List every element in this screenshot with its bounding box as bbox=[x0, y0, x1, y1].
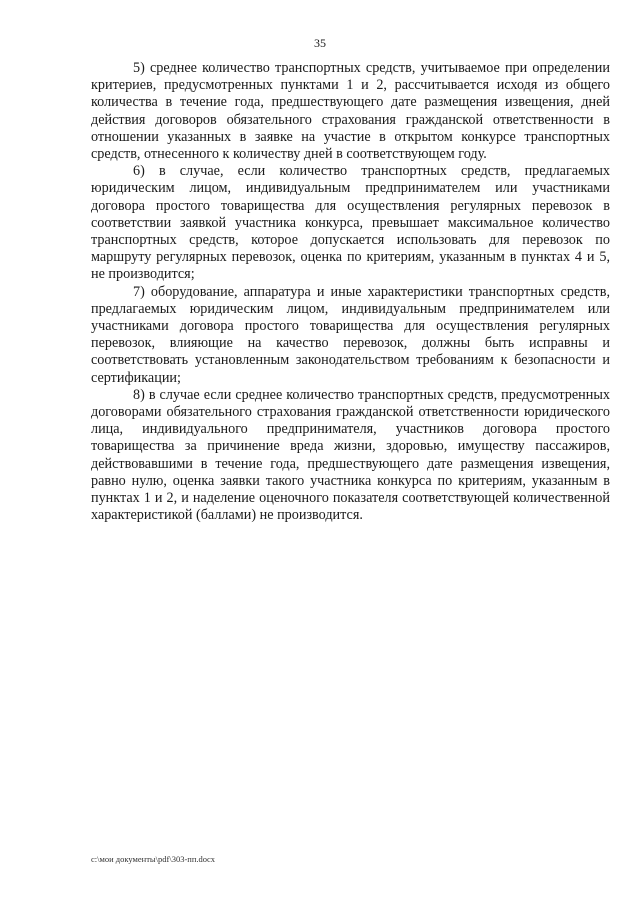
paragraph-item-8: 8) в случае если среднее количество транспортных средств, предусмотренных договорами обязательного страхования гражданской ответственности юридического лица, индивидуального предпринимателя, участников договора простого товарищества за причинение вреда жизни, здоровью, имуществу пассажиров, действовавшими в течение года, предшествующего дате размещения извещения, равно нулю, оценка заявки такого участника конкурса по критериям, указанным в пунктах 1 и 2, и наделение оценочного показателя соответствующей количественной характеристикой (баллами) не производится. bbox=[91, 386, 610, 524]
paragraph-item-6: 6) в случае, если количество транспортных средств, предлагаемых юридическим лицом, индивидуальным предпринимателем или участниками договора простого товарищества для осуществления регулярных перевозок в соответствии заявкой участника конкурса, превышает максимальное количество транспортных средств, которое допускается использовать для перевозок по маршруту регулярных перевозок, оценка по критериям, указанным в пунктах 4 и 5, не производится; bbox=[91, 163, 610, 283]
paragraph-item-5: 5) среднее количество транспортных средств, учитываемое при определении критериев, предусмотренных пунктами 1 и 2, рассчитывается исходя из общего количества в течение года, предшествующего дате размещения извещения, дней действия договоров обязательного страхования гражданской ответственности в отношении указанных в заявке на участие в открытом конкурсе транспортных средств, отнесенного к количеству дней в соответствующем году. bbox=[91, 60, 610, 163]
document-body bbox=[91, 60, 610, 524]
page-number: 35 bbox=[314, 36, 326, 50]
paragraph-item-7: 7) оборудование, аппаратура и иные характеристики транспортных средств, предлагаемых юридическим лицом, индивидуальным предпринимателем или участниками договора простого товарищества для осуществления регулярных перевозок, влияющие на качество перевозок, должны быть исправны и соответствовать установленным законодательством требованиям к безопасности и сертификации; bbox=[91, 283, 610, 386]
footer-file-path: c:\мои документы\pdf\303-пп.docx bbox=[91, 854, 216, 864]
